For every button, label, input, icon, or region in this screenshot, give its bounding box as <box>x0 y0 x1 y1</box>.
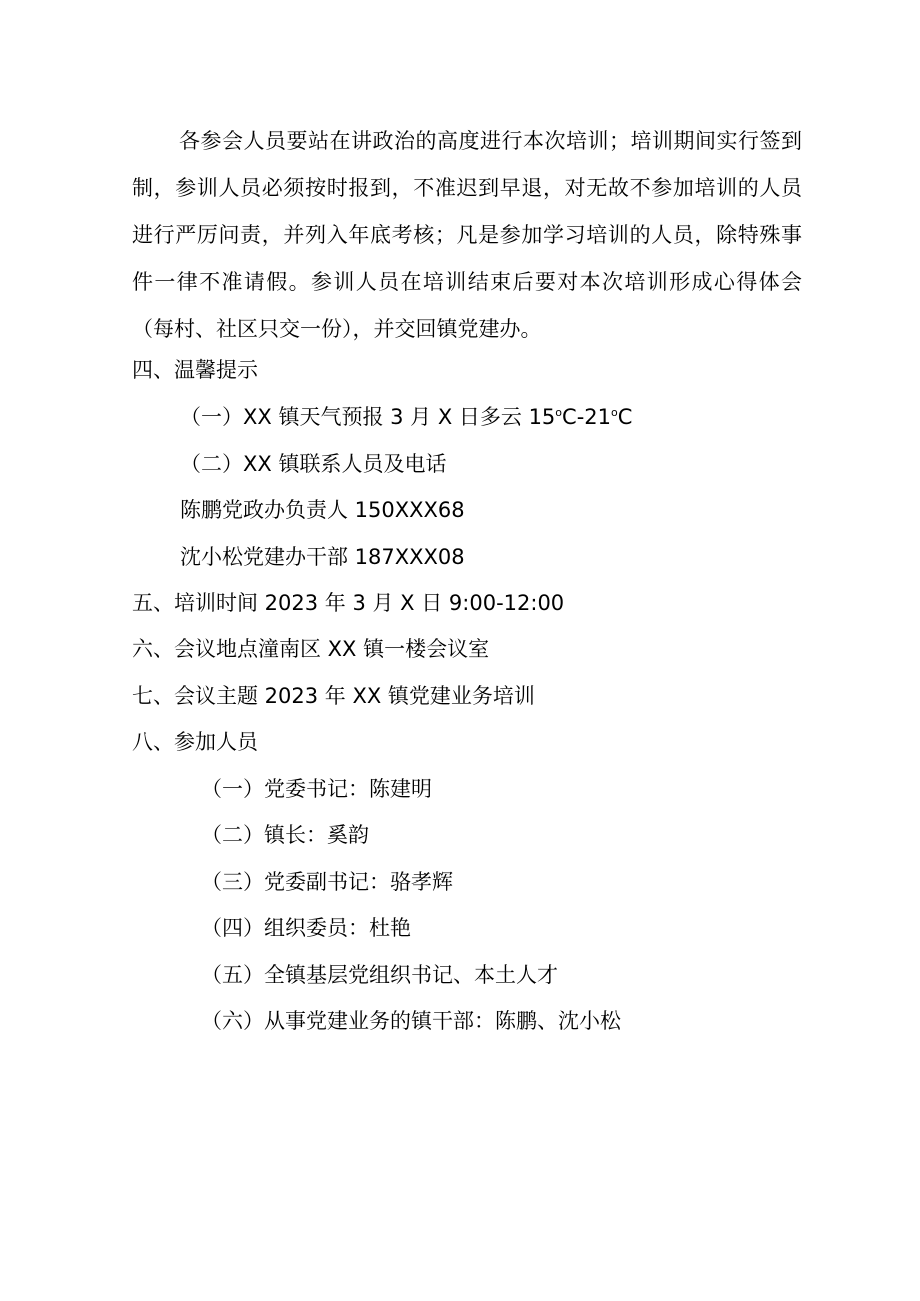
participant-item: （四）组织委员：杜艳 <box>201 916 411 940</box>
degree-symbol: o <box>611 406 618 419</box>
contact-shen-xiaosong: 沈小松党建办干部 187XXX08 <box>180 545 465 569</box>
section-7-meeting-theme: 七、会议主题 2023 年 XX 镇党建业务培训 <box>132 684 535 708</box>
participant-item: （六）从事党建业务的镇干部：陈鹏、沈小松 <box>201 1009 621 1033</box>
weather-forecast-suffix: C <box>617 405 633 429</box>
degree-symbol: o <box>555 406 563 419</box>
weather-forecast-mid: C-21 <box>562 405 611 429</box>
participant-item: （三）党委副书记：骆孝辉 <box>201 870 453 894</box>
section-5-training-time: 五、培训时间 2023 年 3 月 X 日 9:00-12:00 <box>132 591 565 615</box>
participant-item: （二）镇长：奚韵 <box>201 823 369 847</box>
weather-forecast-line <box>180 402 632 432</box>
section-8-heading: 八、参加人员 <box>132 730 258 754</box>
intro-paragraph: 各参会人员要站在讲政治的高度进行本次培训；培训期间实行签到制，参训人员必须按时报到，不准迟到早退，对无故不参加培训的人员进行严厉问责，并列入年底考核；凡是参加学习培训的人员，除特殊事件一律不准请假。参训人员在培训结束后要对本次培训形成心得体会（每村、社区只交一份），并交回镇党建办。 <box>132 129 802 341</box>
weather-forecast-prefix: （一）XX 镇天气预报 3 月 X 日多云 15 <box>180 405 556 429</box>
contacts-heading: （二）XX 镇联系人员及电话 <box>180 452 447 476</box>
section-6-meeting-location: 六、会议地点潼南区 XX 镇一楼会议室 <box>132 637 490 661</box>
section-4-heading: 四、温馨提示 <box>132 358 258 382</box>
participant-item: （五）全镇基层党组织书记、本土人才 <box>201 963 558 987</box>
contact-chen-peng: 陈鹏党政办负责人 150XXX68 <box>180 498 465 522</box>
participant-item: （一）党委书记：陈建明 <box>201 777 432 801</box>
